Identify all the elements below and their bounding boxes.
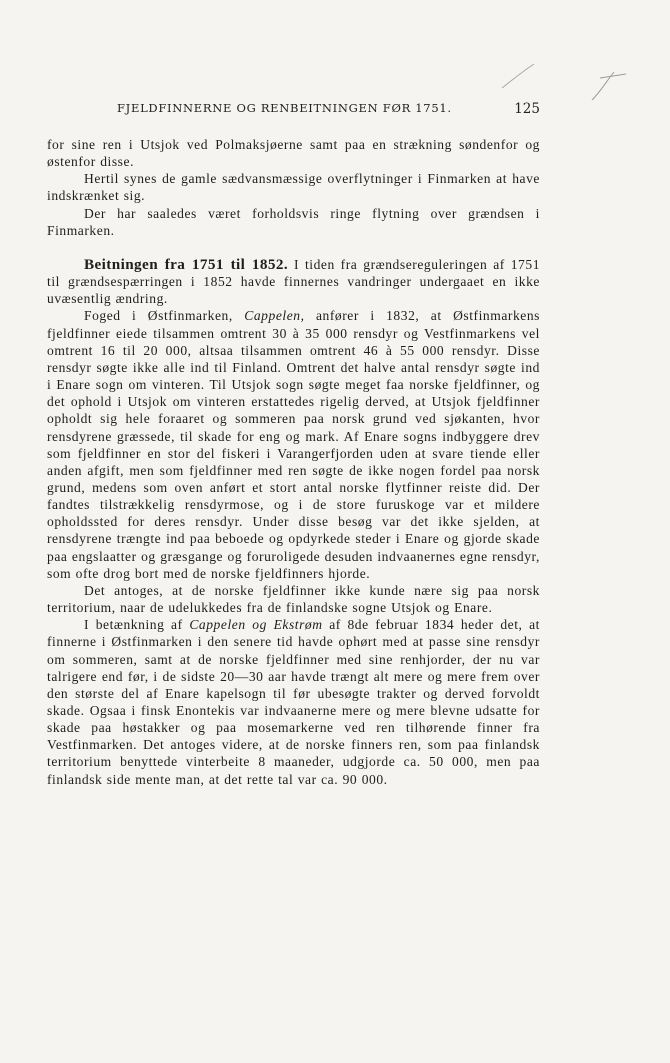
section-heading: Beitningen fra 1751 til 1852. — [84, 255, 289, 273]
names-cappelen-ekstrom: Cappelen og Ekstrøm — [189, 617, 323, 633]
paragraph-4-text: I tiden fra grændsereguleringen af 1751 til grændsespærringen i 1852 havde finnernes vandringer undergaaet en ikke uvæsentlig ændring. — [47, 256, 541, 307]
paragraph-7 — [47, 616, 540, 788]
paragraph-1: for sine ren i Utsjok ved Polmaksjøerne samt paa en strækning søndenfor og østenfor disse. — [47, 137, 540, 170]
running-header — [47, 101, 540, 119]
running-title: FJELDFINNERNE OG RENBEITNINGEN FØR 1751. — [117, 101, 452, 115]
paragraph-7-start: I betænkning af — [84, 617, 183, 633]
paragraph-5-rest: anfører i 1832, at Østfinmarkens fjeldfinner eiede tilsammen omtrent 30 à 35 000 rensdyr og Vestfinmarkens vel omtrent 16 til 20 000, altsaa tilsammen omtrent 46 à 55 000 rensdyr. Disse rensdyr søgte ikke alle ind til Finland. Omtrent det halve antal rensdyr søgte ind i Enare sogn om vinteren. Til Utsjok sogn søgte meget faa norske fjeldfinner, og det ophold i Utsjok om vinteren erstattedes rigelig derved, at Utsjok fjeldfinner opholdt sig hele foraaret og sommeren paa norsk grund ved sjøkanten, hvor rensdyrene græssede, til skade for eng og mark. Af Enare sogns indbyggere drev som fjeldfinner en stor del fiskeri i Varangerfjorden uden at svare tiende eller anden afgift, men som fjeldfinner med ren søgte de ikke nogen fordel paa norsk grund, medens som oven anført et stort antal norske flytfinner reiste did. Der fandtes tilstrækkelig rensdyrmose, og i de store furuskoge var et mildere opholdssted for deres rensdyr. Under disse besøg var det ikke sjelden, at rensdyrene trængte ind paa beboede og opdyrkede steder i Enare og gjorde skade paa engslaatter og græsgange og foruroligede desuden indvaanernes egne rensdyr, som ofte drog bort med de norske fjeldfinners hjorde. — [47, 308, 540, 581]
page-number: 125 — [514, 101, 540, 117]
paragraph-5-start: Foged i Østfinmarken, — [84, 308, 233, 324]
paragraph-6: Det antoges, at de norske fjeldfinner ikke kunde nære sig paa norsk territorium, naar de udelukkedes fra de finlandske sogne Utsjok og Enare. — [47, 582, 540, 616]
body-text — [47, 136, 540, 788]
paragraph-2: Hertil synes de gamle sædvansmæssige overflytninger i Finmarken at have indskrænket sig. — [47, 171, 540, 204]
paragraph-3: Der har saaledes været forholdsvis ringe flytning over grændsen i Finmarken. — [47, 205, 540, 238]
name-cappelen: Cappelen, — [244, 308, 305, 324]
paragraph-5 — [47, 307, 540, 582]
paragraph-4 — [47, 256, 540, 307]
paragraph-7-rest: af 8de februar 1834 heder det, at finnerne i Østfinmarken i den senere tid havde ophørt med at passe sine rensdyr om sommeren, samt at de norske fjeldfinner med sine renhjorder, der nu var talrigere end før, i de sidste 20—30 aar havde trængt alt mere og mere frem over den største del af Enare kapelsogn til før ubesøgte trakter og derved forvoldt skade. Ogsaa i finsk Enontekis var indvaanerne mere og mere blevne udsatte for skade paa høstakker og paa mosemarkerne ved ren tilhørende finner fra Vestfinmarken. Det antoges videre, at de norske finners ren, som paa finlandsk territorium benyttede vinterbeite 8 maaneder, udgjorde ca. 50 000, men paa finlandsk side mente man, at det rette tal var ca. 90 000. — [47, 617, 540, 787]
